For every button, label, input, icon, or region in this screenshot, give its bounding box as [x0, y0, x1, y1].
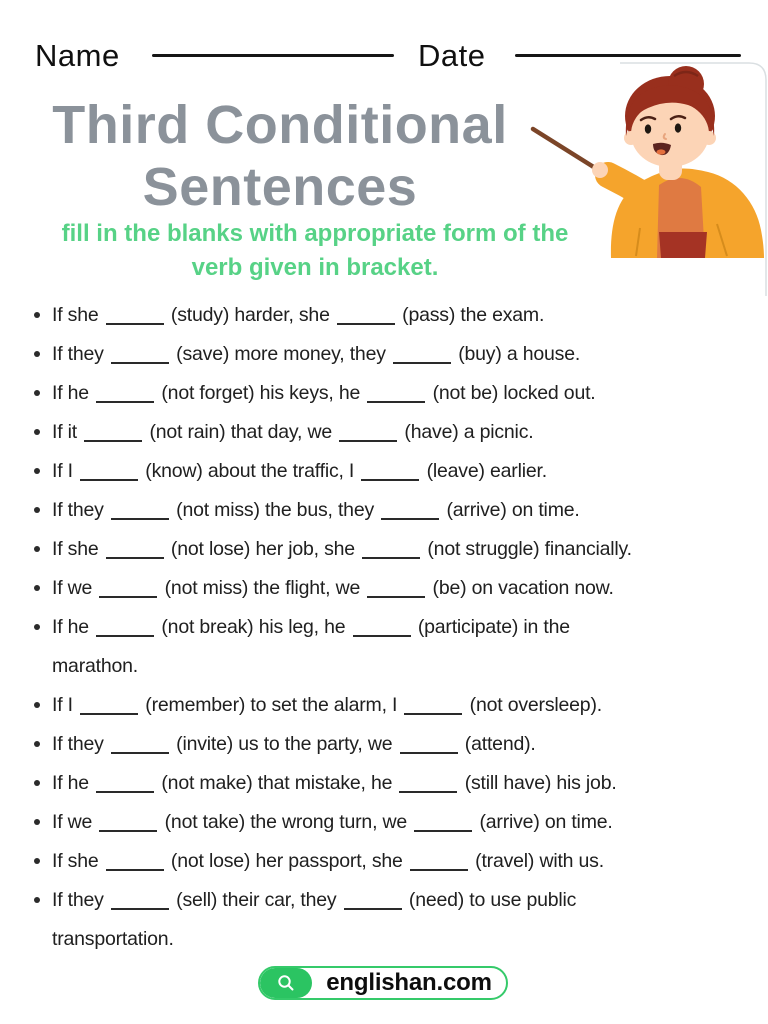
instructions-line1: fill in the blanks with appropriate form of the: [61, 220, 569, 247]
date-label: Date: [418, 38, 486, 73]
fill-blank: [96, 387, 154, 403]
teacher-illustration: [520, 58, 768, 300]
name-label: Name: [35, 38, 120, 73]
pointer-stick-icon: [533, 129, 600, 171]
sentence-item: If we (not take) the wrong turn, we (arrive) on time.: [33, 803, 740, 842]
hand: [592, 162, 608, 178]
fill-blank: [381, 504, 439, 520]
sentence-item: If she (not lose) her passport, she (travel) with us.: [33, 842, 740, 881]
fill-blank: [106, 543, 164, 559]
name-blank-line: [152, 54, 394, 57]
sentence-item: If they (not miss) the bus, they (arrive) on time.: [33, 491, 740, 530]
fill-blank: [96, 777, 154, 793]
fill-blank: [414, 816, 472, 832]
waistband: [659, 232, 707, 258]
search-icon: [260, 968, 312, 998]
fill-blank: [344, 894, 402, 910]
sentence-item: If she (not lose) her job, she (not struggle) financially.: [33, 530, 740, 569]
fill-blank: [111, 348, 169, 364]
fill-blank: [400, 738, 458, 754]
sentence-item: If they (sell) their car, they (need) to use public transportation.: [33, 881, 740, 959]
site-label: englishan.com: [326, 969, 492, 996]
sentence-list: [33, 296, 740, 959]
eye: [675, 123, 681, 132]
fill-blank: [96, 621, 154, 637]
fill-blank: [399, 777, 457, 793]
fill-blank: [404, 699, 462, 715]
sentence-item: If they (invite) us to the party, we (attend).: [33, 725, 740, 764]
fill-blank: [99, 582, 157, 598]
fill-blank: [80, 465, 138, 481]
date-blank-line: [515, 54, 741, 57]
fill-blank: [106, 855, 164, 871]
fill-blank: [111, 504, 169, 520]
fill-blank: [111, 894, 169, 910]
fill-blank: [80, 699, 138, 715]
sentence-item: If he (not break) his leg, he (participate) in the marathon.: [33, 608, 740, 686]
fill-blank: [84, 426, 142, 442]
instructions-line2: verb given in bracket.: [191, 254, 439, 281]
sentence-item: If he (not forget) his keys, he (not be) locked out.: [33, 374, 740, 413]
instructions: [25, 217, 605, 285]
fill-blank: [111, 738, 169, 754]
fill-blank: [393, 348, 451, 364]
fill-blank: [367, 387, 425, 403]
fill-blank: [367, 582, 425, 598]
fill-blank: [361, 465, 419, 481]
fill-blank: [99, 816, 157, 832]
sentence-item: If it (not rain) that day, we (have) a picnic.: [33, 413, 740, 452]
fill-blank: [337, 309, 395, 325]
fill-blank: [410, 855, 468, 871]
fill-blank: [362, 543, 420, 559]
sentence-item: If we (not miss) the flight, we (be) on vacation now.: [33, 569, 740, 608]
page-title: [20, 94, 540, 218]
fill-blank: [106, 309, 164, 325]
sentence-item: If I (remember) to set the alarm, I (not oversleep).: [33, 686, 740, 725]
page-title-line1: Third Conditional: [52, 95, 508, 155]
sentence-item: If he (not make) that mistake, he (still have) his job.: [33, 764, 740, 803]
site-badge: [258, 966, 508, 1000]
sentence-item: If I (know) about the traffic, I (leave) earlier.: [33, 452, 740, 491]
sentence-item: If they (save) more money, they (buy) a house.: [33, 335, 740, 374]
fill-blank: [353, 621, 411, 637]
sentence-item: If she (study) harder, she (pass) the exam.: [33, 296, 740, 335]
fill-blank: [339, 426, 397, 442]
page-title-line2: Sentences: [142, 157, 418, 217]
eye: [645, 124, 651, 133]
face: [631, 101, 709, 167]
